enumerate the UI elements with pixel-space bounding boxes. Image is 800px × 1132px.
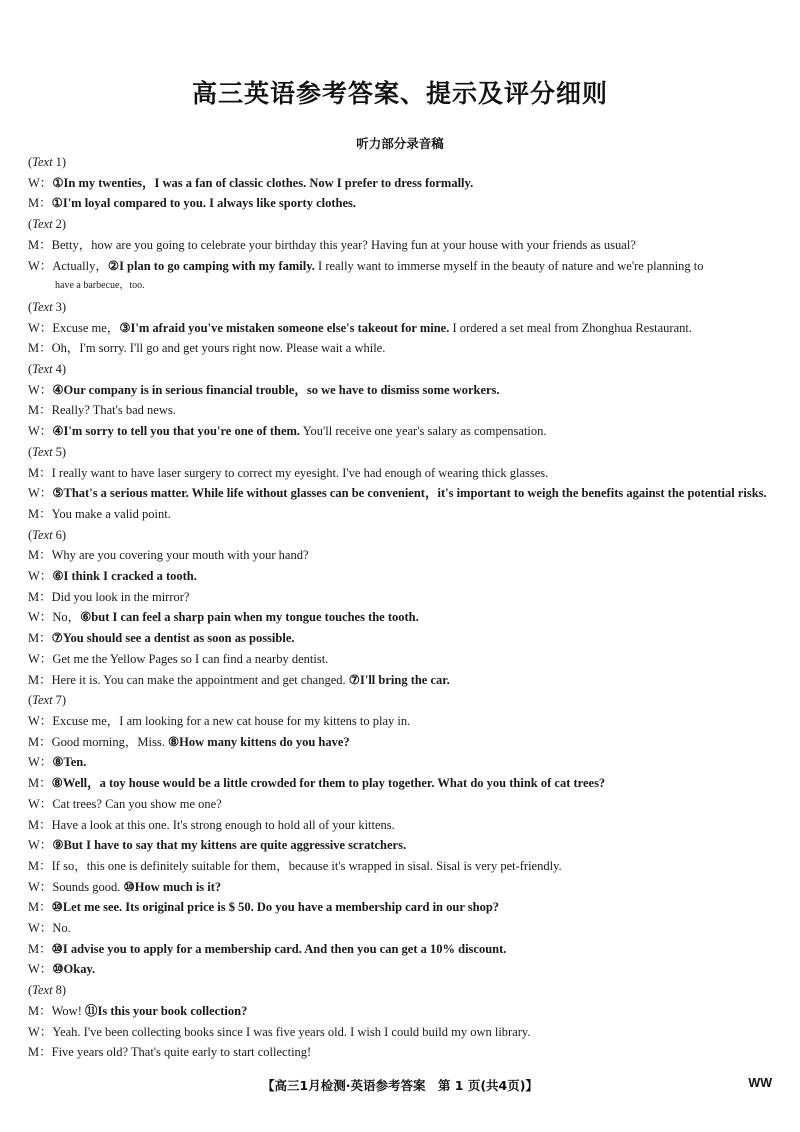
dialogue-text: No. — [52, 921, 71, 936]
answer-text: ⑥I think I cracked a tooth. — [52, 569, 197, 584]
speaker-label: W： — [28, 382, 53, 397]
transcript — [28, 152, 776, 1063]
answer-text: ⑦I'll bring the car. — [348, 672, 450, 687]
speech-line — [28, 566, 776, 587]
speech-line — [28, 1042, 776, 1063]
text-label — [28, 525, 776, 546]
speech-line — [28, 752, 776, 773]
dialogue-text: No， — [52, 610, 81, 625]
text-label-word: Text — [32, 693, 53, 708]
dialogue-text: Actually， — [52, 258, 108, 273]
text-label-number: 7) — [52, 693, 67, 708]
speaker-label: W： — [28, 713, 53, 728]
speech-line — [28, 380, 776, 401]
speech-line — [28, 483, 776, 504]
speaker-label: W： — [28, 175, 53, 190]
speech-line — [28, 421, 776, 442]
speaker-label: W： — [28, 1024, 53, 1039]
text-label-number: 4) — [52, 362, 67, 377]
speech-line — [28, 918, 776, 939]
dialogue-text: Did you look in the mirror? — [51, 589, 190, 604]
speaker-label: W： — [28, 486, 53, 501]
text-label-open: ( — [28, 155, 33, 169]
speech-line — [28, 815, 776, 836]
speaker-label: M： — [28, 403, 52, 418]
speaker-label: M： — [28, 1045, 52, 1060]
speech-line — [28, 256, 776, 277]
speech-line — [28, 400, 776, 421]
dialogue-text: Wow! — [51, 1003, 85, 1018]
speaker-label: M： — [28, 776, 52, 791]
speech-line — [28, 897, 776, 918]
speech-line — [28, 1001, 776, 1022]
speaker-label: M： — [28, 941, 52, 956]
answer-text: ⑥but I can feel a sharp pain when my tongue touches the tooth. — [80, 610, 419, 625]
answer-text: ⑦You should see a dentist as soon as possible. — [51, 631, 295, 646]
dialogue-text: Here it is. You can make the appointment and get changed. — [51, 672, 349, 687]
answer-text: ④I'm sorry to tell you that you're one of them. — [52, 424, 301, 439]
speech-line — [28, 235, 776, 256]
speaker-label: W： — [28, 962, 53, 977]
speech-line — [28, 670, 776, 691]
dialogue-text: Betty，how are you going to celebrate your birthday this year? Having fun at your house with your friends as usual? — [51, 237, 636, 252]
text-label — [28, 297, 776, 318]
speaker-label: M： — [28, 548, 52, 563]
speaker-label: M： — [28, 858, 52, 873]
speech-line — [28, 628, 776, 649]
text-label-open: ( — [28, 299, 33, 314]
speaker-label: M： — [28, 631, 52, 646]
speech-line — [28, 193, 776, 214]
speaker-label: W： — [28, 651, 53, 666]
speech-line — [28, 607, 776, 628]
text-label-word: Text — [32, 362, 53, 377]
speaker-label: M： — [28, 506, 52, 521]
speaker-label: W： — [28, 921, 53, 936]
speech-line — [28, 794, 776, 815]
text-label — [28, 690, 776, 711]
text-label-number: 5) — [52, 444, 67, 459]
answer-text: ③I'm afraid you've mistaken someone else's takeout for mine. — [119, 320, 450, 335]
speech-continuation — [28, 276, 776, 297]
text-label-number: 2) — [52, 217, 67, 232]
speech-line — [28, 504, 776, 525]
text-label-number: 1) — [52, 155, 67, 169]
footer-code: WW — [748, 1076, 772, 1090]
speaker-label: W： — [28, 879, 53, 894]
dialogue-text: I ordered a set meal from Zhonghua Restaurant. — [449, 320, 692, 335]
speaker-label: M： — [28, 1003, 52, 1018]
answer-text: ⑩Okay. — [52, 962, 96, 977]
dialogue-text: Yeah. I've been collecting books since I was five years old. I wish I could build my own library. — [52, 1024, 531, 1039]
speech-line — [28, 856, 776, 877]
answer-text: ⑧How many kittens do you have? — [167, 734, 350, 749]
speech-line — [28, 463, 776, 484]
text-label-number: 3) — [52, 299, 67, 314]
answer-text: ①I'm loyal compared to you. I always like sporty clothes. — [51, 196, 357, 211]
page-footer: 【高三1月检测·英语参考答案 第 1 页(共4页)】 — [262, 1078, 538, 1093]
dialogue-text: You make a valid point. — [51, 506, 171, 521]
speaker-label: W： — [28, 258, 53, 273]
dialogue-text: I really want to have laser surgery to correct my eyesight. I've had enough of wearing thick glasses. — [51, 465, 549, 480]
speaker-label: W： — [28, 320, 53, 335]
speaker-label: M： — [28, 237, 52, 252]
speaker-label: M： — [28, 196, 52, 211]
speaker-label: M： — [28, 465, 52, 480]
speech-line — [28, 732, 776, 753]
speaker-label: M： — [28, 341, 52, 356]
answer-text: ⑤That's a serious matter. While life without glasses can be convenient，it's important to weigh the benefits against the potential risks. — [52, 486, 767, 501]
speaker-label: W： — [28, 424, 53, 439]
text-label-open: ( — [28, 444, 33, 459]
text-label-open: ( — [28, 527, 33, 542]
answer-text: ⑩How much is it? — [123, 879, 222, 894]
text-label — [28, 442, 776, 463]
dialogue-text: have a barbecue，too. — [55, 280, 145, 292]
answer-text: ⑧Well，a toy house would be a little crowded for them to play together. What do you think of cat trees? — [51, 776, 606, 791]
dialogue-text: You'll receive one year's salary as compensation. — [300, 424, 547, 439]
dialogue-text: Get me the Yellow Pages so I can find a nearby dentist. — [52, 651, 329, 666]
section-subtitle: 听力部分录音稿 — [356, 136, 444, 151]
speech-line — [28, 711, 776, 732]
answer-text: ⑨But I have to say that my kittens are quite aggressive scratchers. — [52, 838, 407, 853]
speaker-label: M： — [28, 589, 52, 604]
text-label-word: Text — [32, 444, 53, 459]
text-label-open: ( — [28, 362, 33, 377]
dialogue-text: Why are you covering your mouth with your hand? — [51, 548, 309, 563]
text-label-word: Text — [32, 155, 53, 169]
dialogue-text: If so，this one is definitely suitable for them，because it's wrapped in sisal. Sisal is very pet-friendly. — [51, 858, 562, 873]
answer-text: ②I plan to go camping with my family. — [107, 258, 315, 273]
speaker-label: M： — [28, 900, 52, 915]
speech-line — [28, 649, 776, 670]
speaker-label: M： — [28, 672, 52, 687]
speaker-label: W： — [28, 755, 53, 770]
text-label — [28, 980, 776, 1001]
speaker-label: W： — [28, 569, 53, 584]
speaker-label: W： — [28, 838, 53, 853]
dialogue-text: Really? That's bad news. — [51, 403, 176, 418]
text-label-word: Text — [32, 527, 53, 542]
dialogue-text: Oh，I'm sorry. I'll go and get yours right now. Please wait a while. — [51, 341, 386, 356]
text-label-word: Text — [32, 217, 53, 232]
answer-text: ①In my twenties，I was a fan of classic clothes. Now I prefer to dress formally. — [52, 175, 474, 190]
dialogue-text: I really want to immerse myself in the beauty of nature and we're planning to — [314, 258, 704, 273]
speech-line — [28, 939, 776, 960]
answer-text: ⑧Ten. — [52, 755, 87, 770]
speaker-label: W： — [28, 796, 53, 811]
speaker-label: M： — [28, 734, 52, 749]
text-label-number: 6) — [52, 527, 67, 542]
dialogue-text: Good morning，Miss. — [51, 734, 168, 749]
dialogue-text: Five years old? That's quite early to start collecting! — [51, 1045, 312, 1060]
text-label-word: Text — [32, 299, 53, 314]
text-label — [28, 359, 776, 380]
speech-line — [28, 959, 776, 980]
dialogue-text: Sounds good. — [52, 879, 124, 894]
speech-line — [28, 877, 776, 898]
text-label-open: ( — [28, 217, 33, 232]
speech-line — [28, 835, 776, 856]
text-label-number: 8) — [52, 983, 67, 998]
speech-line — [28, 587, 776, 608]
text-label-word: Text — [32, 983, 53, 998]
text-label — [28, 214, 776, 235]
speech-line — [28, 173, 776, 194]
answer-text: ⑩I advise you to apply for a membership card. And then you can get a 10% discount. — [51, 941, 507, 956]
answer-text: ⑩Let me see. Its original price is $ 50. Do you have a membership card in our shop? — [51, 900, 500, 915]
dialogue-text: Excuse me， — [52, 320, 120, 335]
page-title: 高三英语参考答案、提示及评分细则 — [191, 79, 608, 108]
dialogue-text: Excuse me，I am looking for a new cat house for my kittens to play in. — [52, 713, 411, 728]
text-label-open: ( — [28, 983, 33, 998]
speaker-label: W： — [28, 610, 53, 625]
text-label — [28, 152, 776, 173]
dialogue-text: Have a look at this one. It's strong enough to hold all of your kittens. — [51, 817, 395, 832]
text-label-open: ( — [28, 693, 33, 708]
speaker-label: M： — [28, 817, 52, 832]
dialogue-text: Cat trees? Can you show me one? — [52, 796, 222, 811]
speech-line — [28, 545, 776, 566]
answer-text: ④Our company is in serious financial trouble，so we have to dismiss some workers. — [52, 382, 500, 397]
speech-line — [28, 773, 776, 794]
speech-line — [28, 1022, 776, 1043]
speech-line — [28, 338, 776, 359]
answer-text: ⑪Is this your book collection? — [85, 1003, 248, 1018]
speech-line — [28, 318, 776, 339]
